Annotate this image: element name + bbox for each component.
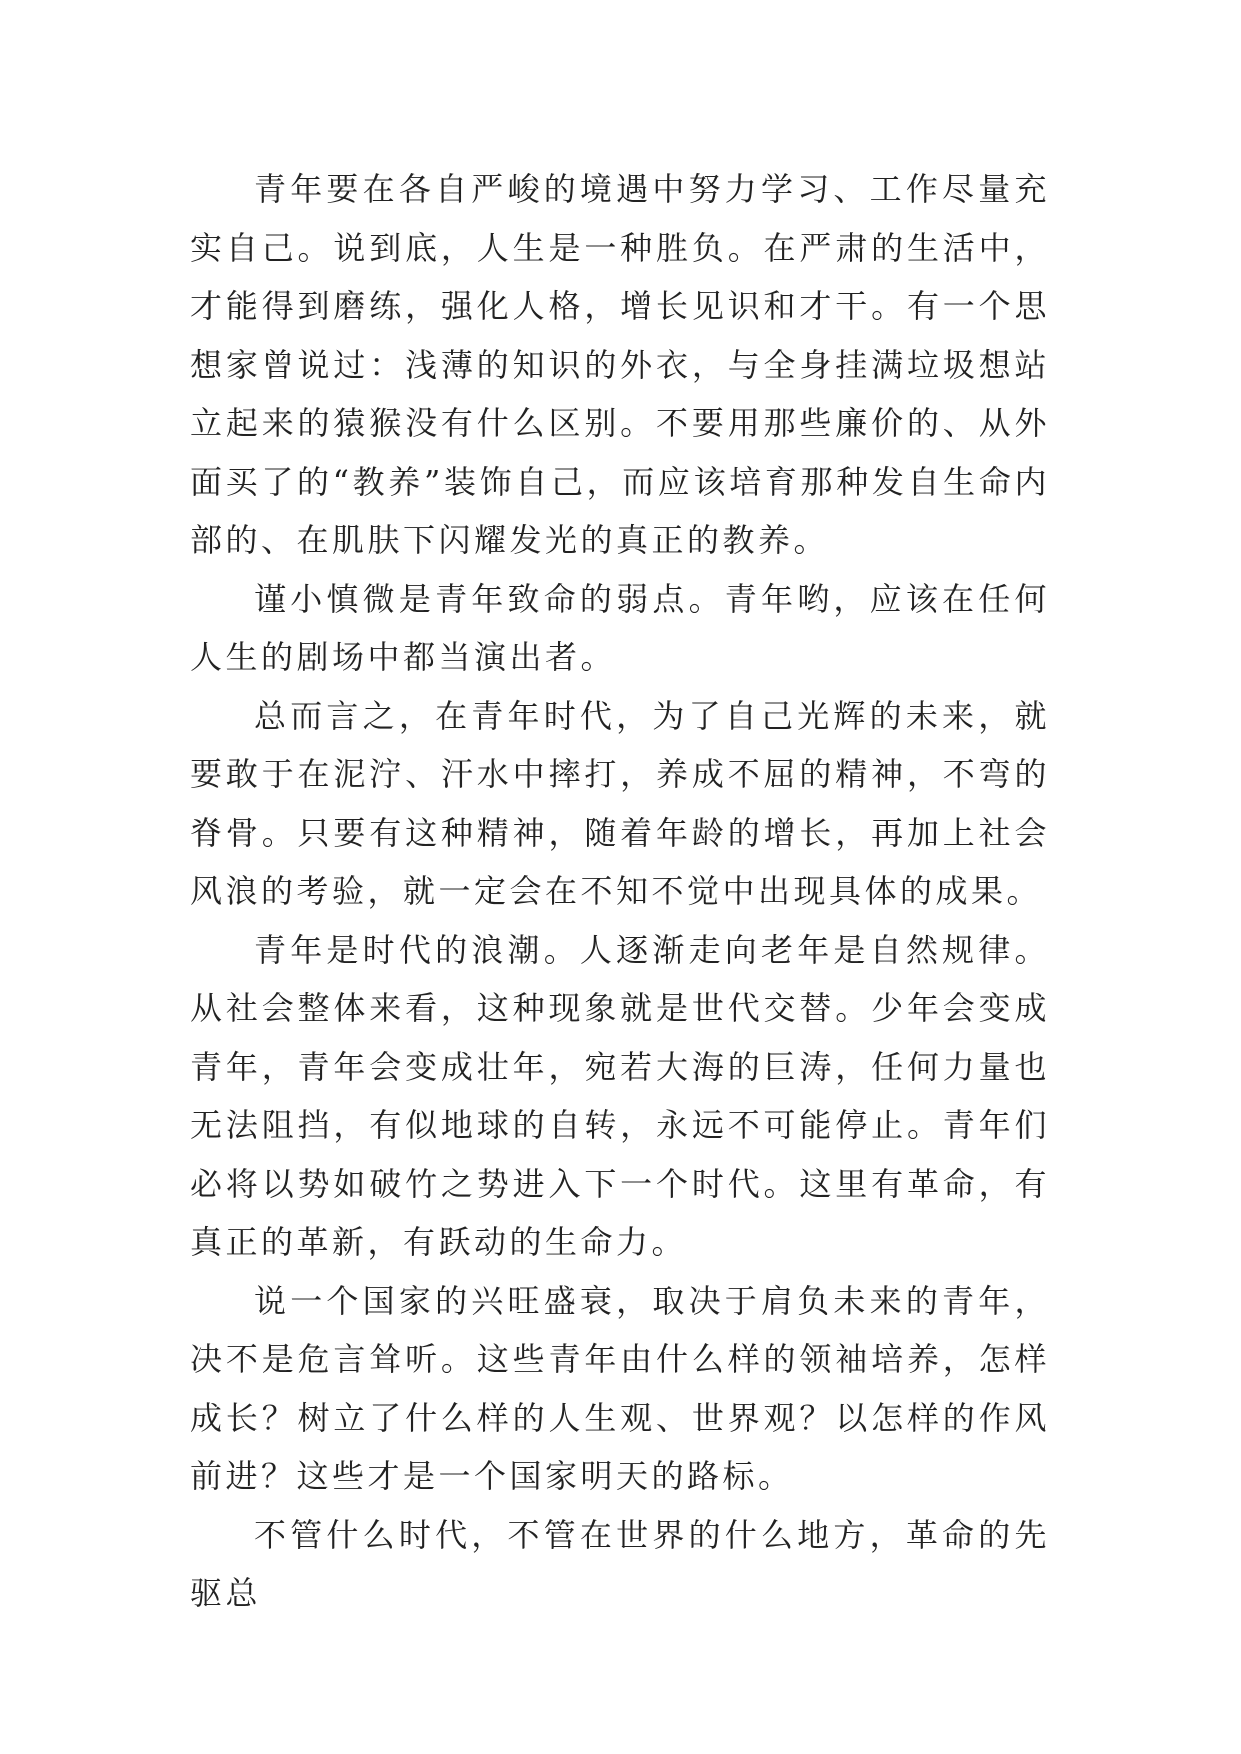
- paragraph-4: 青年是时代的浪潮。人逐渐走向老年是自然规律。从社会整体来看，这种现象就是世代交替。少年会变成青年，青年会变成壮年，宛若大海的巨涛，任何力量也无法阻挡，有似地球的自转，永远不可能停止。青年们必将以势如破竹之势进入下一个时代。这里有革命，有真正的革新，有跃动的生命力。: [190, 930, 1050, 1261]
- paragraph-6: 不管什么时代，不管在世界的什么地方，革命的先驱总: [190, 1515, 1050, 1612]
- document-body: [190, 160, 1050, 1623]
- paragraph-5: 说一个国家的兴旺盛衰，取决于肩负未来的青年，决不是危言耸听。这些青年由什么样的领袖培养，怎样成长？树立了什么样的人生观、世界观？以怎样的作风前进？这些才是一个国家明天的路标。: [190, 1281, 1050, 1495]
- paragraph-2: 谨小慎微是青年致命的弱点。青年哟，应该在任何人生的剧场中都当演出者。: [190, 579, 1050, 676]
- paragraph-1: 青年要在各自严峻的境遇中努力学习、工作尽量充实自己。说到底，人生是一种胜负。在严肃的生活中，才能得到磨练，强化人格，增长见识和才干。有一个思想家曾说过：浅薄的知识的外衣，与全身挂满垃圾想站立起来的猿猴没有什么区别。不要用那些廉价的、从外面买了的“教养”装饰自己，而应该培育那种发自生命内部的、在肌肤下闪耀发光的真正的教养。: [190, 170, 1050, 559]
- paragraph-3: 总而言之，在青年时代，为了自己光辉的未来，就要敢于在泥泞、汗水中摔打，养成不屈的精神，不弯的脊骨。只要有这种精神，随着年龄的增长，再加上社会风浪的考验，就一定会在不知不觉中出现具体的成果。: [190, 696, 1050, 910]
